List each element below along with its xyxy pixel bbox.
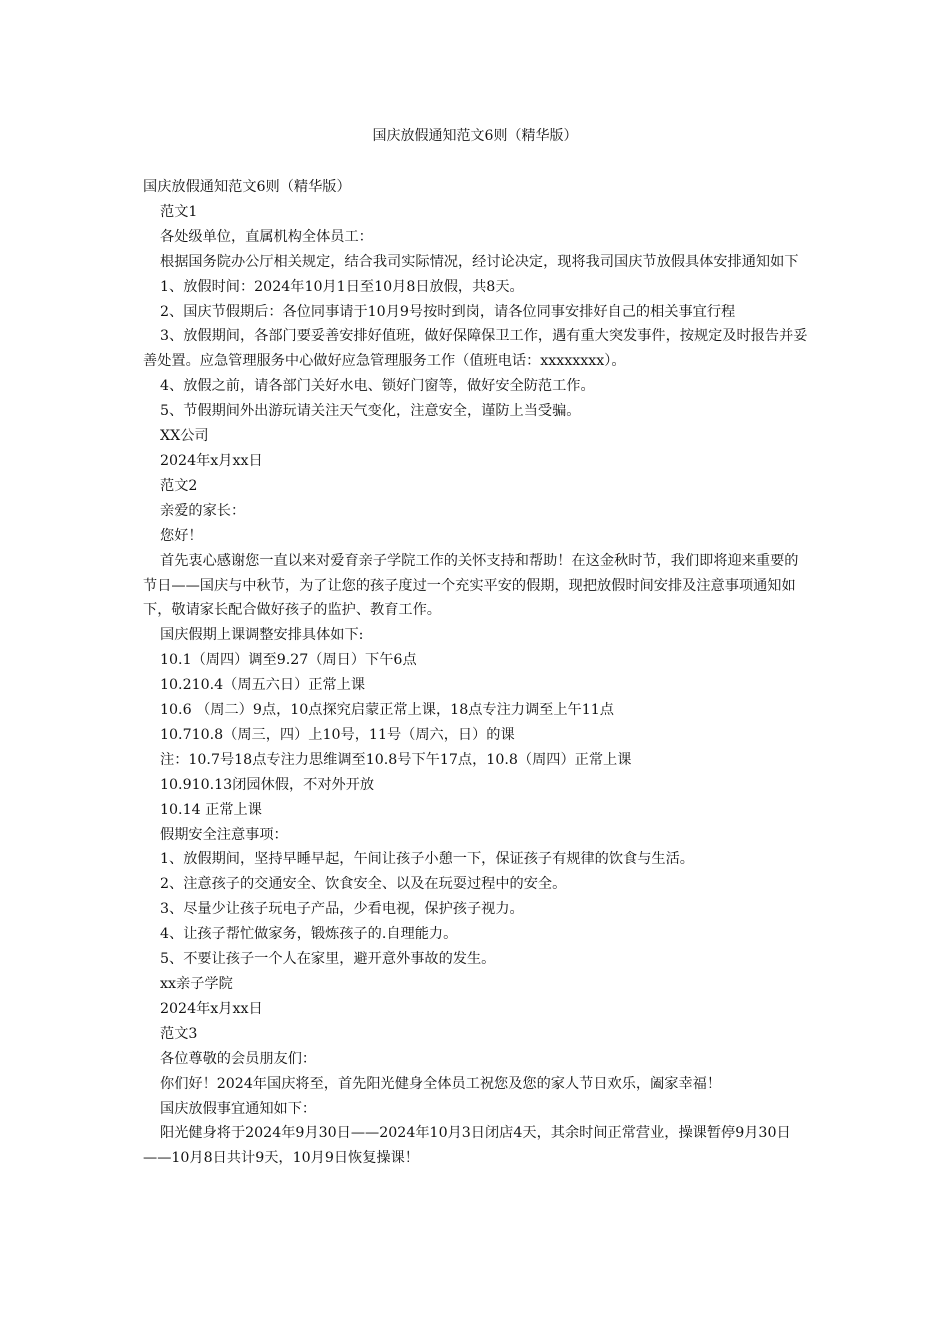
paragraph: 注：10.7号18点专注力思维调至10.8号下午17点，10.8（周四）正常上课 (160, 751, 632, 768)
paragraph: 10.1（周四）调至9.27（周日）下午6点 (160, 652, 417, 669)
paragraph: 4、放假之前，请各部门关好水电、锁好门窗等，做好安全防范工作。 (160, 378, 595, 395)
paragraph: 10.6 （周二）9点，10点探究启蒙正常上课，18点专注力调至上午11点 (160, 702, 614, 719)
paragraph: 范文2 (160, 477, 198, 494)
paragraph: 2、国庆节假期后：各位同事请于10月9号按时到岗，请各位同事安排好自己的相关事宜行程 (160, 303, 736, 320)
paragraph: 首先衷心感谢您一直以来对爱育亲子学院工作的关怀支持和帮助！在这金秋时节，我们即将迎来重要的节日——国庆与中秋节，为了让您的孩子度过一个充实平安的假期，现把放假时间安排及注意事项通知如下，敬请家长配合做好孩子的监护、教育工作。 (143, 552, 799, 619)
paragraph: 3、放假期间，各部门要妥善安排好值班，做好保障保卫工作，遇有重大突发事件，按规定及时报告并妥善处置。应急管理服务中心做好应急管理服务工作（值班电话：xxxxxxxx）。 (143, 328, 808, 370)
paragraph: 你们好！2024年国庆将至，首先阳光健身全体员工祝您及您的家人节日欢乐，阖家幸福！ (160, 1075, 722, 1092)
paragraph: 各位尊敬的会员朋友们： (160, 1050, 317, 1067)
paragraph: 阳光健身将于2024年9月30日——2024年10月3日闭店4天，其余时间正常营业，操课暂停9月30日——10月8日共计9天，10月9日恢复操课！ (143, 1125, 791, 1167)
paragraph: 1、放假时间：2024年10月1日至10月8日放假，共8天。 (160, 278, 524, 295)
paragraph: 10.710.8（周三，四）上10号，11号（周六，日）的课 (160, 726, 515, 743)
paragraph: 10.910.13闭园休假，不对外开放 (160, 776, 375, 793)
paragraph: 10.210.4（周五六日）正常上课 (160, 677, 366, 694)
paragraph: 10.14 正常上课 (160, 801, 262, 818)
paragraph: xx亲子学院 (160, 976, 233, 992)
paragraph: 5、不要让孩子一个人在家里，避开意外事故的发生。 (160, 951, 496, 968)
paragraph: XX公司 (160, 428, 209, 445)
paragraph: 2、注意孩子的交通安全、饮食安全、以及在玩耍过程中的安全。 (160, 876, 567, 893)
paragraph: 国庆放假事宜通知如下： (160, 1100, 317, 1117)
paragraph: 4、让孩子帮忙做家务，锻炼孩子的.自理能力。 (160, 926, 458, 943)
paragraph: 国庆假期上课调整安排具体如下: (160, 627, 364, 644)
paragraph: 范文1 (160, 203, 198, 220)
paragraph: 5、节假期间外出游玩请关注天气变化，注意安全，谨防上当受骗。 (160, 403, 581, 420)
paragraph: 根据国务院办公厅相关规定，结合我司实际情况，经讨论决定，现将我司国庆节放假具体安排通知如下 (160, 253, 799, 270)
paragraph: 亲爱的家长： (160, 502, 246, 519)
paragraph: 3、尽量少让孩子玩电子产品，少看电视，保护孩子视力。 (160, 901, 524, 918)
document-title: 国庆放假通知范文6则（精华版） (372, 128, 578, 144)
paragraph: 假期安全注意事项： (160, 826, 288, 843)
paragraph: 国庆放假通知范文6则（精华版） (143, 179, 351, 195)
paragraph: 您好！ (160, 527, 203, 544)
paragraph: 1、放假期间，坚持早睡早起，午间让孩子小憩一下，保证孩子有规律的饮食与生活。 (160, 851, 694, 868)
paragraph: 2024年x月xx日 (160, 452, 263, 469)
document-body (143, 175, 808, 1171)
paragraph: 各处级单位，直属机构全体员工： (160, 228, 373, 245)
paragraph: 2024年x月xx日 (160, 1000, 263, 1017)
paragraph: 范文3 (160, 1025, 198, 1042)
